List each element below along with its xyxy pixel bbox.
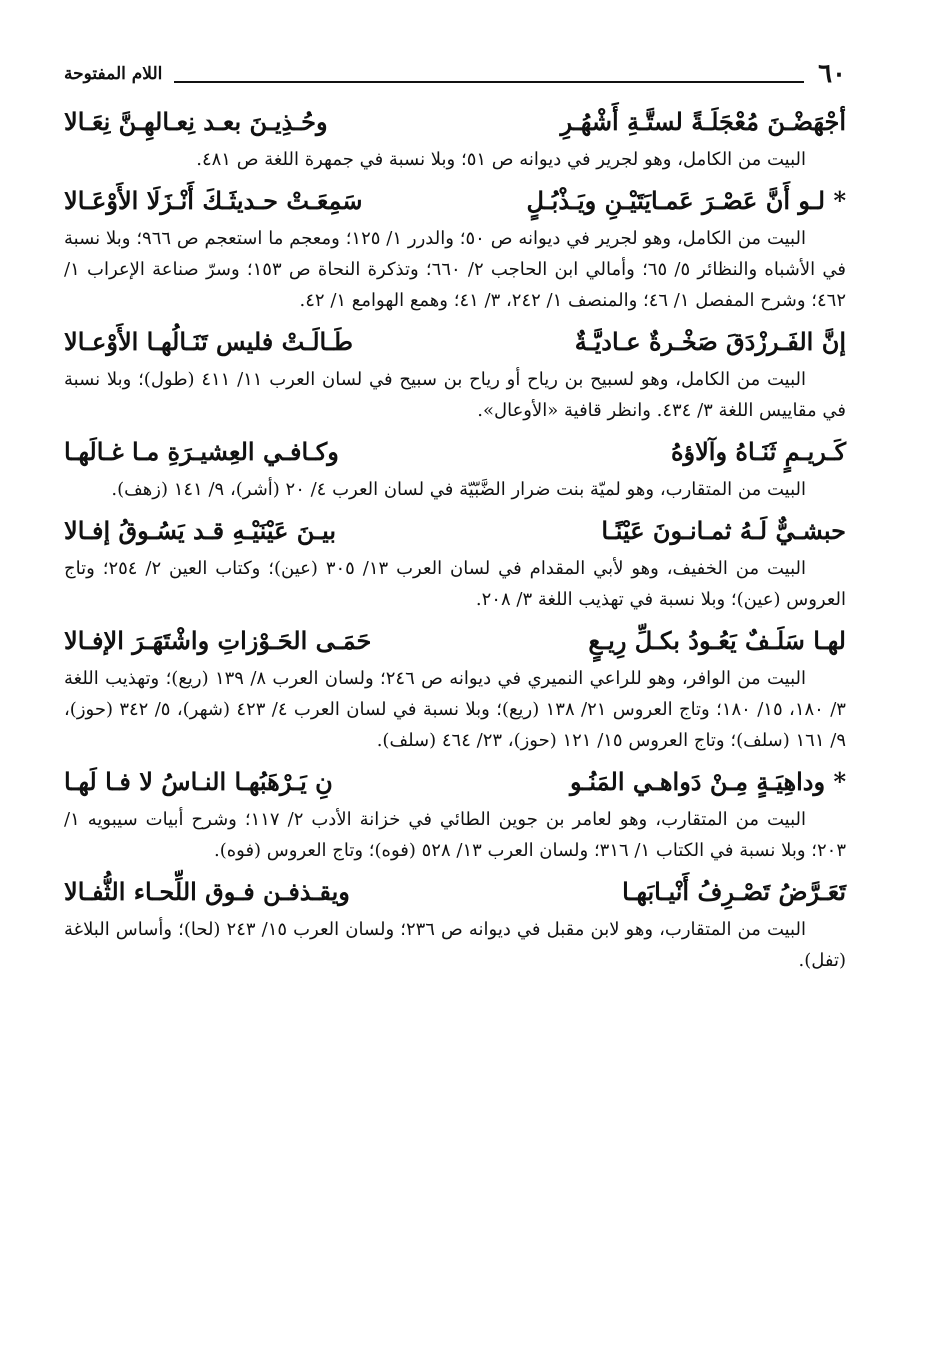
verse-first-hemistich: إنَّ الفَـرزْدَقَ صَخْـرةٌ عـاديَّـةٌ <box>574 327 846 356</box>
page-header <box>64 56 846 92</box>
verse-line <box>64 762 846 804</box>
verse-commentary: البيت من المتقارب، وهو لعامر بن جوين الطائي في خزانة الأدب ٢/ ١١٧؛ وشرح أبيات سيبويه ١/ ٢٠٣؛ وبلا نسبة في الكتاب ١/ ٣١٦؛ ولسان العرب ١٣/ ٥٢٨ (فوه)؛ وتاج العروس (فوه). <box>64 809 846 861</box>
header-rule <box>174 81 804 83</box>
verse-line <box>64 621 846 663</box>
verse-commentary: البيت من المتقارب، وهو لابن مقبل في ديوانه ص ٢٣٦؛ ولسان العرب ١٥/ ٢٤٣ (لحا)؛ وأساس البلاغة (تفل). <box>64 919 846 971</box>
verse-second-hemistich: وكـافـي العِشيـرَةِ مـا غـالَهـا <box>64 437 339 466</box>
entry <box>64 181 846 316</box>
verse-line <box>64 511 846 553</box>
entry <box>64 322 846 426</box>
verse-commentary: البيت من الكامل، وهو لسبيح بن رياح أو رياح بن سبيح في لسان العرب ١١/ ٤١١ (طول)؛ وبلا نسبة في مقاييس اللغة ٣/ ٤٣٤. وانظر قافية «الأوعال». <box>64 369 846 421</box>
entry <box>64 511 846 615</box>
verse-first-hemistich: * لـو أَنَّ عَصْـرَ عَمـايَتَيْـنِ ويَـذْبُـلٍ <box>526 186 846 215</box>
verse-line <box>64 102 846 144</box>
verse-first-hemistich: لهـا سَلَـفٌ يَعُـودُ بكـلِّ رِيـعٍ <box>588 626 846 655</box>
running-title: اللام المفتوحة <box>64 64 163 84</box>
entries-list <box>64 102 846 976</box>
verse-first-hemistich: * وداهِيَـةٍ مِـنْ دَواهـي المَنُـو <box>569 767 846 796</box>
verse-second-hemistich: سَمِعَـتْ حـديثَـكَ أَنْـزَلَا الأَوْعَـالا <box>64 186 363 215</box>
page-number: ٦٠ <box>818 59 846 89</box>
verse-second-hemistich: طَـالَـتْ فليس تَنَـالُهـا الأَوْعـالا <box>64 327 353 356</box>
verse-commentary: البيت من الخفيف، وهو لأبي المقدام في لسان العرب ١٣/ ٣٠٥ (عين)؛ وكتاب العين ٢/ ٢٥٤؛ وتاج العروس (عين)؛ وبلا نسبة في تهذيب اللغة ٣/ ٢٠٨. <box>64 558 846 610</box>
verse-second-hemistich: ويقـذفـن فـوق اللِّحـاء الثُّفـالا <box>64 877 350 906</box>
entry <box>64 432 846 505</box>
verse-line <box>64 872 846 914</box>
verse-second-hemistich: حَمَـى الحَـوْزاتِ واشْتَهَـرَ الإفـالا <box>64 626 372 655</box>
entry <box>64 872 846 976</box>
book-page <box>64 56 846 982</box>
entry <box>64 621 846 756</box>
verse-first-hemistich: حبشـيٌّ لَـهُ ثمـانـونَ عَيْنًـا <box>601 516 846 545</box>
verse-second-hemistich: نِ يَـرْهَبُهـا النـاسُ لا فـا لَهـا <box>64 767 333 796</box>
verse-line <box>64 322 846 364</box>
entry <box>64 102 846 175</box>
verse-commentary: البيت من المتقارب، وهو لميّة بنت ضرار الضَّبّيّة في لسان العرب ٤/ ٢٠ (أشر)، ٩/ ١٤١ (زهف). <box>111 479 806 500</box>
verse-commentary: البيت من الكامل، وهو لجرير في ديوانه ص ٥٠؛ والدرر ١/ ١٢٥؛ ومعجم ما استعجم ص ٩٦٦؛ وبلا نسبة في الأشباه والنظائر ٥/ ٦٥؛ وأمالي ابن الحاجب ٢/ ٦٦٠؛ وتذكرة النحاة ص ١٥٣؛ وسرّ صناعة الإعراب ١/ ٤٦٢؛ وشرح المفصل ١/ ٤٦؛ والمنصف ١/ ٢٤٢، ٣/ ٤١؛ وهمع الهوامع ١/ ٤٢. <box>64 228 846 311</box>
verse-commentary: البيت من الوافر، وهو للراعي النميري في ديوانه ص ٢٤٦؛ ولسان العرب ٨/ ١٣٩ (ريع)؛ وتهذيب اللغة ٣/ ١٨٠، ١٥/ ١٨٠؛ وتاج العروس ٢١/ ١٣٨ (ريع)؛ وبلا نسبة في لسان العرب ٤/ ٤٢٣ (شهر)، ٥/ ٣٤٢ (حوز)، ٩/ ١٦١ (سلف)؛ وتاج العروس ١٥/ ١٢١ (حوز)، ٢٣/ ٤٦٤ (سلف). <box>64 668 846 751</box>
verse-first-hemistich: أجْهَضْـنَ مُعْجَلَـةً لستَّـةِ أَشْهُـرِ <box>560 107 846 136</box>
entry <box>64 762 846 866</box>
verse-commentary: البيت من الكامل، وهو لجرير في ديوانه ص ٥١؛ وبلا نسبة في جمهرة اللغة ص ٤٨١. <box>196 149 806 170</box>
verse-second-hemistich: بيـنَ عَيْنَيْـهِ قـد يَسُـوقُ إفـالا <box>64 516 337 545</box>
verse-second-hemistich: وحُـذِيـنَ بعـد نِعـالهِـنَّ نِعَـالا <box>64 107 328 136</box>
verse-first-hemistich: تَعَـرَّضُ تَصْـرِفُ أَنْيـابَهـا <box>622 877 846 906</box>
verse-first-hemistich: كَـريـمٍ ثَنَـاهُ وآلاؤهُ <box>670 437 846 466</box>
verse-line <box>64 432 846 474</box>
verse-line <box>64 181 846 223</box>
